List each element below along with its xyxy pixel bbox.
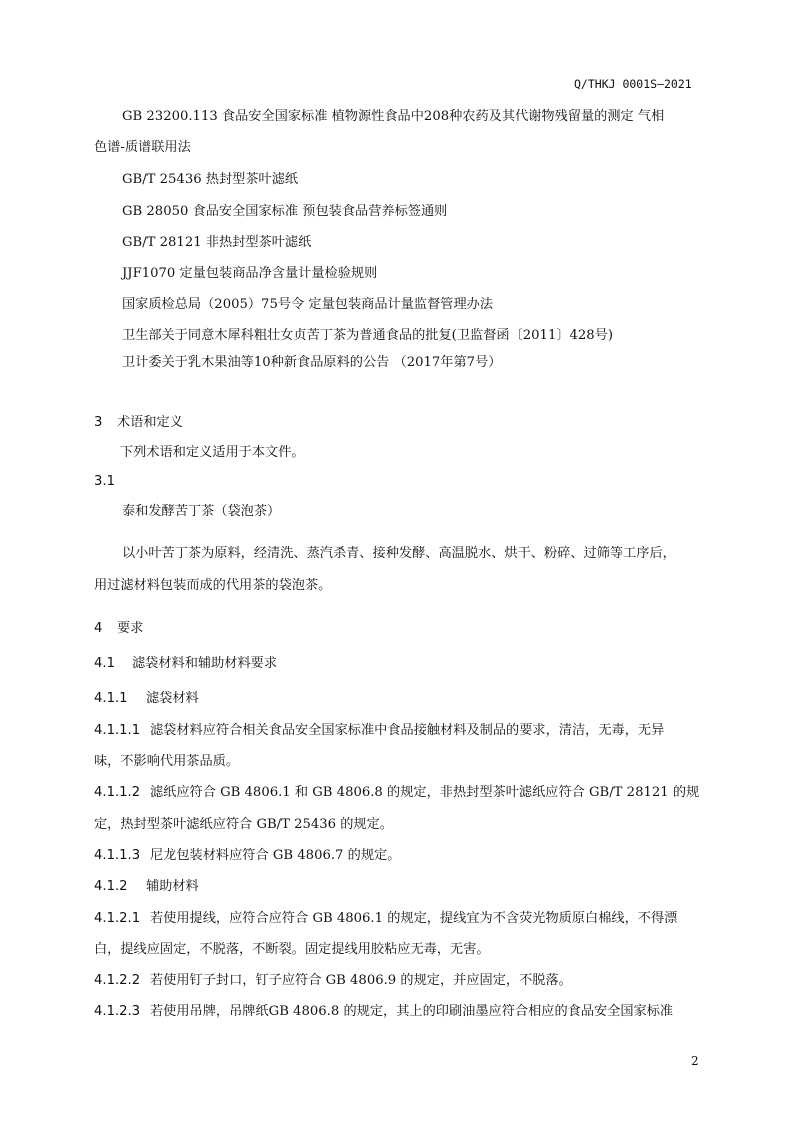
clause-4-1-2-3-number: 4.1.2.3 — [94, 1004, 141, 1019]
reference-aqsiq-75: 国家质检总局（2005）75号令 定量包装商品计量监督管理办法 — [122, 297, 494, 312]
reference-gbt25436: GB/T 25436 热封型茶叶滤纸 — [122, 172, 299, 187]
clause-4-1-1-1-text-cont: 味，不影响代用茶品质。 — [94, 754, 240, 769]
section-4-title: 要求 — [117, 621, 144, 636]
section-4-1-title: 滤袋材料和辅助材料要求 — [132, 656, 278, 671]
reference-jjf1070: JJF1070 定量包装商品净含量计量检验规则 — [122, 266, 378, 281]
section-3-number: 3 — [94, 415, 103, 430]
clause-4-1-1-3-number: 4.1.1.3 — [94, 848, 141, 863]
term-3-1-definition: 以小叶苦丁茶为原料，经清洗、蒸汽杀青、接种发酵、高温脱水、烘干、粉碎、过筛等工序后， — [122, 546, 676, 561]
reference-gb23200-cont: 色谱-质谱联用法 — [94, 140, 191, 155]
clause-4-1-2-1-number: 4.1.2.1 — [94, 911, 141, 926]
clause-4-1-1-3-text: 尼龙包装材料应符合 GB 4806.7 的规定。 — [150, 848, 401, 863]
clause-4-1-2-2-number: 4.1.2.2 — [94, 973, 141, 988]
doc-code-header: Q/THKJ 0001S—2021 — [574, 77, 692, 91]
section-4-1-2-title: 辅助材料 — [146, 879, 199, 894]
clause-4-1-2-2-text: 若使用钉子封口，钉子应符合 GB 4806.9 的规定，并应固定，不脱落。 — [150, 973, 572, 988]
page-number: 2 — [691, 1054, 699, 1068]
term-3-1-name: 泰和发酵苦丁茶（袋泡茶） — [122, 504, 281, 519]
reference-moh-2011-428: 卫生部关于同意木犀科粗壮女贞苦丁茶为普通食品的批复(卫监督函〔2011〕428号) — [122, 328, 614, 343]
clause-4-1-2-1-text-cont: 白，提线应固定，不脱落，不断裂。固定提线用胶粘应无毒，无害。 — [94, 942, 490, 957]
term-3-1-definition-cont: 用过滤材料包装而成的代用茶的袋泡茶。 — [94, 578, 332, 593]
section-4-1-number: 4.1 — [94, 656, 115, 671]
section-3-intro: 下列术语和定义适用于本文件。 — [120, 445, 305, 460]
section-4-1-1-number: 4.1.1 — [94, 691, 128, 706]
clause-4-1-1-2-text: 滤纸应符合 GB 4806.1 和 GB 4806.8 的规定，非热封型茶叶滤纸应符合 GB/T 28121 的规 — [150, 785, 700, 800]
clause-4-1-2-3-text: 若使用吊牌，吊牌纸GB 4806.8 的规定，其上的印刷油墨应符合相应的食品安全国家标准 — [150, 1004, 674, 1019]
clause-4-1-1-2-number: 4.1.1.2 — [94, 785, 141, 800]
reference-gb28050: GB 28050 食品安全国家标准 预包装食品营养标签通则 — [122, 204, 448, 219]
reference-nhfpc-2017-7: 卫计委关于乳木果油等10种新食品原料的公告 （2017年第7号） — [122, 355, 502, 370]
reference-gbt28121: GB/T 28121 非热封型茶叶滤纸 — [122, 235, 312, 250]
term-3-1-number: 3.1 — [94, 474, 115, 489]
section-4-1-1-title: 滤袋材料 — [146, 691, 199, 706]
section-4-1-2-number: 4.1.2 — [94, 879, 128, 894]
section-4-number: 4 — [94, 621, 103, 636]
reference-gb23200: GB 23200.113 食品安全国家标准 植物源性食品中208种农药及其代谢物残留量的测定 气相 — [122, 109, 665, 124]
clause-4-1-1-2-text-cont: 定，热封型茶叶滤纸应符合 GB/T 25436 的规定。 — [94, 817, 393, 832]
clause-4-1-1-1-number: 4.1.1.1 — [94, 723, 141, 738]
clause-4-1-2-1-text: 若使用提线，应符合应符合 GB 4806.1 的规定，提线宜为不含荧光物质原白棉线，不得漂 — [150, 911, 678, 926]
clause-4-1-1-1-text: 滤袋材料应符合相关食品安全国家标准中食品接触材料及制品的要求，清洁，无毒，无异 — [150, 723, 665, 738]
section-3-title: 术语和定义 — [117, 415, 183, 430]
